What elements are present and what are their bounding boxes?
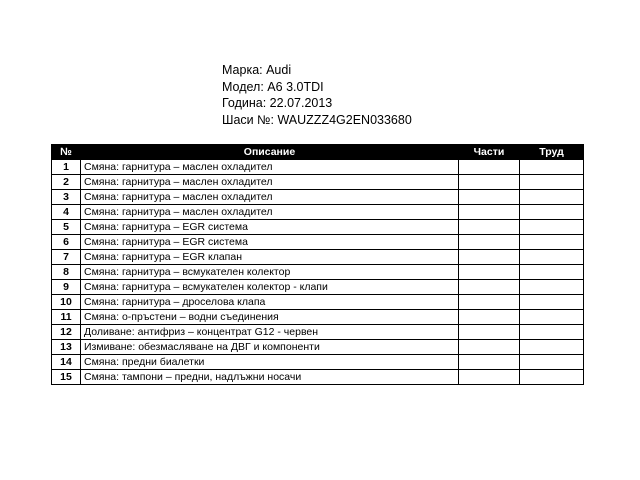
row-number: 13 — [52, 340, 81, 355]
row-labor-cell — [520, 250, 584, 265]
column-header-parts: Части — [459, 145, 520, 160]
table-row — [52, 280, 584, 295]
row-description: Смяна: гарнитура – EGR система — [81, 220, 459, 235]
row-description: Смяна: гарнитура – всмукателен колектор - клапи — [81, 280, 459, 295]
row-parts-cell — [459, 190, 520, 205]
row-description: Доливане: антифриз – концентрат G12 - червен — [81, 325, 459, 340]
row-number: 9 — [52, 280, 81, 295]
row-number: 8 — [52, 265, 81, 280]
table-row — [52, 175, 584, 190]
service-table — [51, 144, 584, 385]
row-parts-cell — [459, 355, 520, 370]
row-description: Смяна: гарнитура – EGR клапан — [81, 250, 459, 265]
table-row — [52, 265, 584, 280]
row-description: Смяна: гарнитура – маслен охладител — [81, 205, 459, 220]
table-row — [52, 310, 584, 325]
row-description: Смяна: гарнитура – EGR система — [81, 235, 459, 250]
row-number: 10 — [52, 295, 81, 310]
vehicle-vin: Шаси №: WAUZZZ4G2EN033680 — [222, 112, 412, 127]
row-description: Смяна: о-пръстени – водни съединения — [81, 310, 459, 325]
row-description: Смяна: гарнитура – всмукателен колектор — [81, 265, 459, 280]
row-labor-cell — [520, 160, 584, 175]
table-row — [52, 160, 584, 175]
row-number: 14 — [52, 355, 81, 370]
row-labor-cell — [520, 370, 584, 385]
row-number: 1 — [52, 160, 81, 175]
row-number: 4 — [52, 205, 81, 220]
table-header-row — [52, 145, 584, 160]
row-description: Смяна: гарнитура – маслен охладител — [81, 160, 459, 175]
table-row — [52, 235, 584, 250]
row-description: Смяна: тампони – предни, надлъжни носачи — [81, 370, 459, 385]
row-labor-cell — [520, 325, 584, 340]
row-labor-cell — [520, 295, 584, 310]
table-row — [52, 325, 584, 340]
row-labor-cell — [520, 310, 584, 325]
row-number: 5 — [52, 220, 81, 235]
row-parts-cell — [459, 235, 520, 250]
table-row — [52, 250, 584, 265]
row-parts-cell — [459, 250, 520, 265]
row-description: Смяна: гарнитура – маслен охладител — [81, 190, 459, 205]
table-row — [52, 355, 584, 370]
row-labor-cell — [520, 205, 584, 220]
row-number: 15 — [52, 370, 81, 385]
row-number: 12 — [52, 325, 81, 340]
row-description: Смяна: гарнитура – маслен охладител — [81, 175, 459, 190]
vehicle-make: Марка: Audi — [222, 63, 292, 77]
table-body — [52, 160, 584, 385]
row-parts-cell — [459, 310, 520, 325]
table-row — [52, 295, 584, 310]
column-header-number: № — [52, 145, 81, 160]
row-labor-cell — [520, 340, 584, 355]
row-parts-cell — [459, 175, 520, 190]
row-parts-cell — [459, 160, 520, 175]
table-row — [52, 340, 584, 355]
vehicle-year: Година: 22.07.2013 — [222, 96, 333, 110]
row-labor-cell — [520, 265, 584, 280]
row-number: 7 — [52, 250, 81, 265]
row-parts-cell — [459, 265, 520, 280]
row-number: 11 — [52, 310, 81, 325]
row-parts-cell — [459, 340, 520, 355]
row-parts-cell — [459, 220, 520, 235]
row-parts-cell — [459, 295, 520, 310]
column-header-description: Описание — [81, 145, 459, 160]
vehicle-model: Модел: A6 3.0TDI — [222, 79, 324, 94]
row-labor-cell — [520, 175, 584, 190]
row-number: 2 — [52, 175, 81, 190]
row-number: 3 — [52, 190, 81, 205]
table-row — [52, 190, 584, 205]
row-description: Измиване: обезмасляване на ДВГ и компоненти — [81, 340, 459, 355]
row-parts-cell — [459, 370, 520, 385]
table-row — [52, 205, 584, 220]
row-labor-cell — [520, 220, 584, 235]
row-labor-cell — [520, 355, 584, 370]
row-labor-cell — [520, 235, 584, 250]
row-parts-cell — [459, 325, 520, 340]
row-description: Смяна: гарнитура – дроселова клапа — [81, 295, 459, 310]
vehicle-info — [222, 62, 412, 128]
row-parts-cell — [459, 205, 520, 220]
row-number: 6 — [52, 235, 81, 250]
column-header-labor: Труд — [520, 145, 584, 160]
row-labor-cell — [520, 280, 584, 295]
row-description: Смяна: предни биалетки — [81, 355, 459, 370]
row-parts-cell — [459, 280, 520, 295]
row-labor-cell — [520, 190, 584, 205]
table-row — [52, 370, 584, 385]
table-row — [52, 220, 584, 235]
